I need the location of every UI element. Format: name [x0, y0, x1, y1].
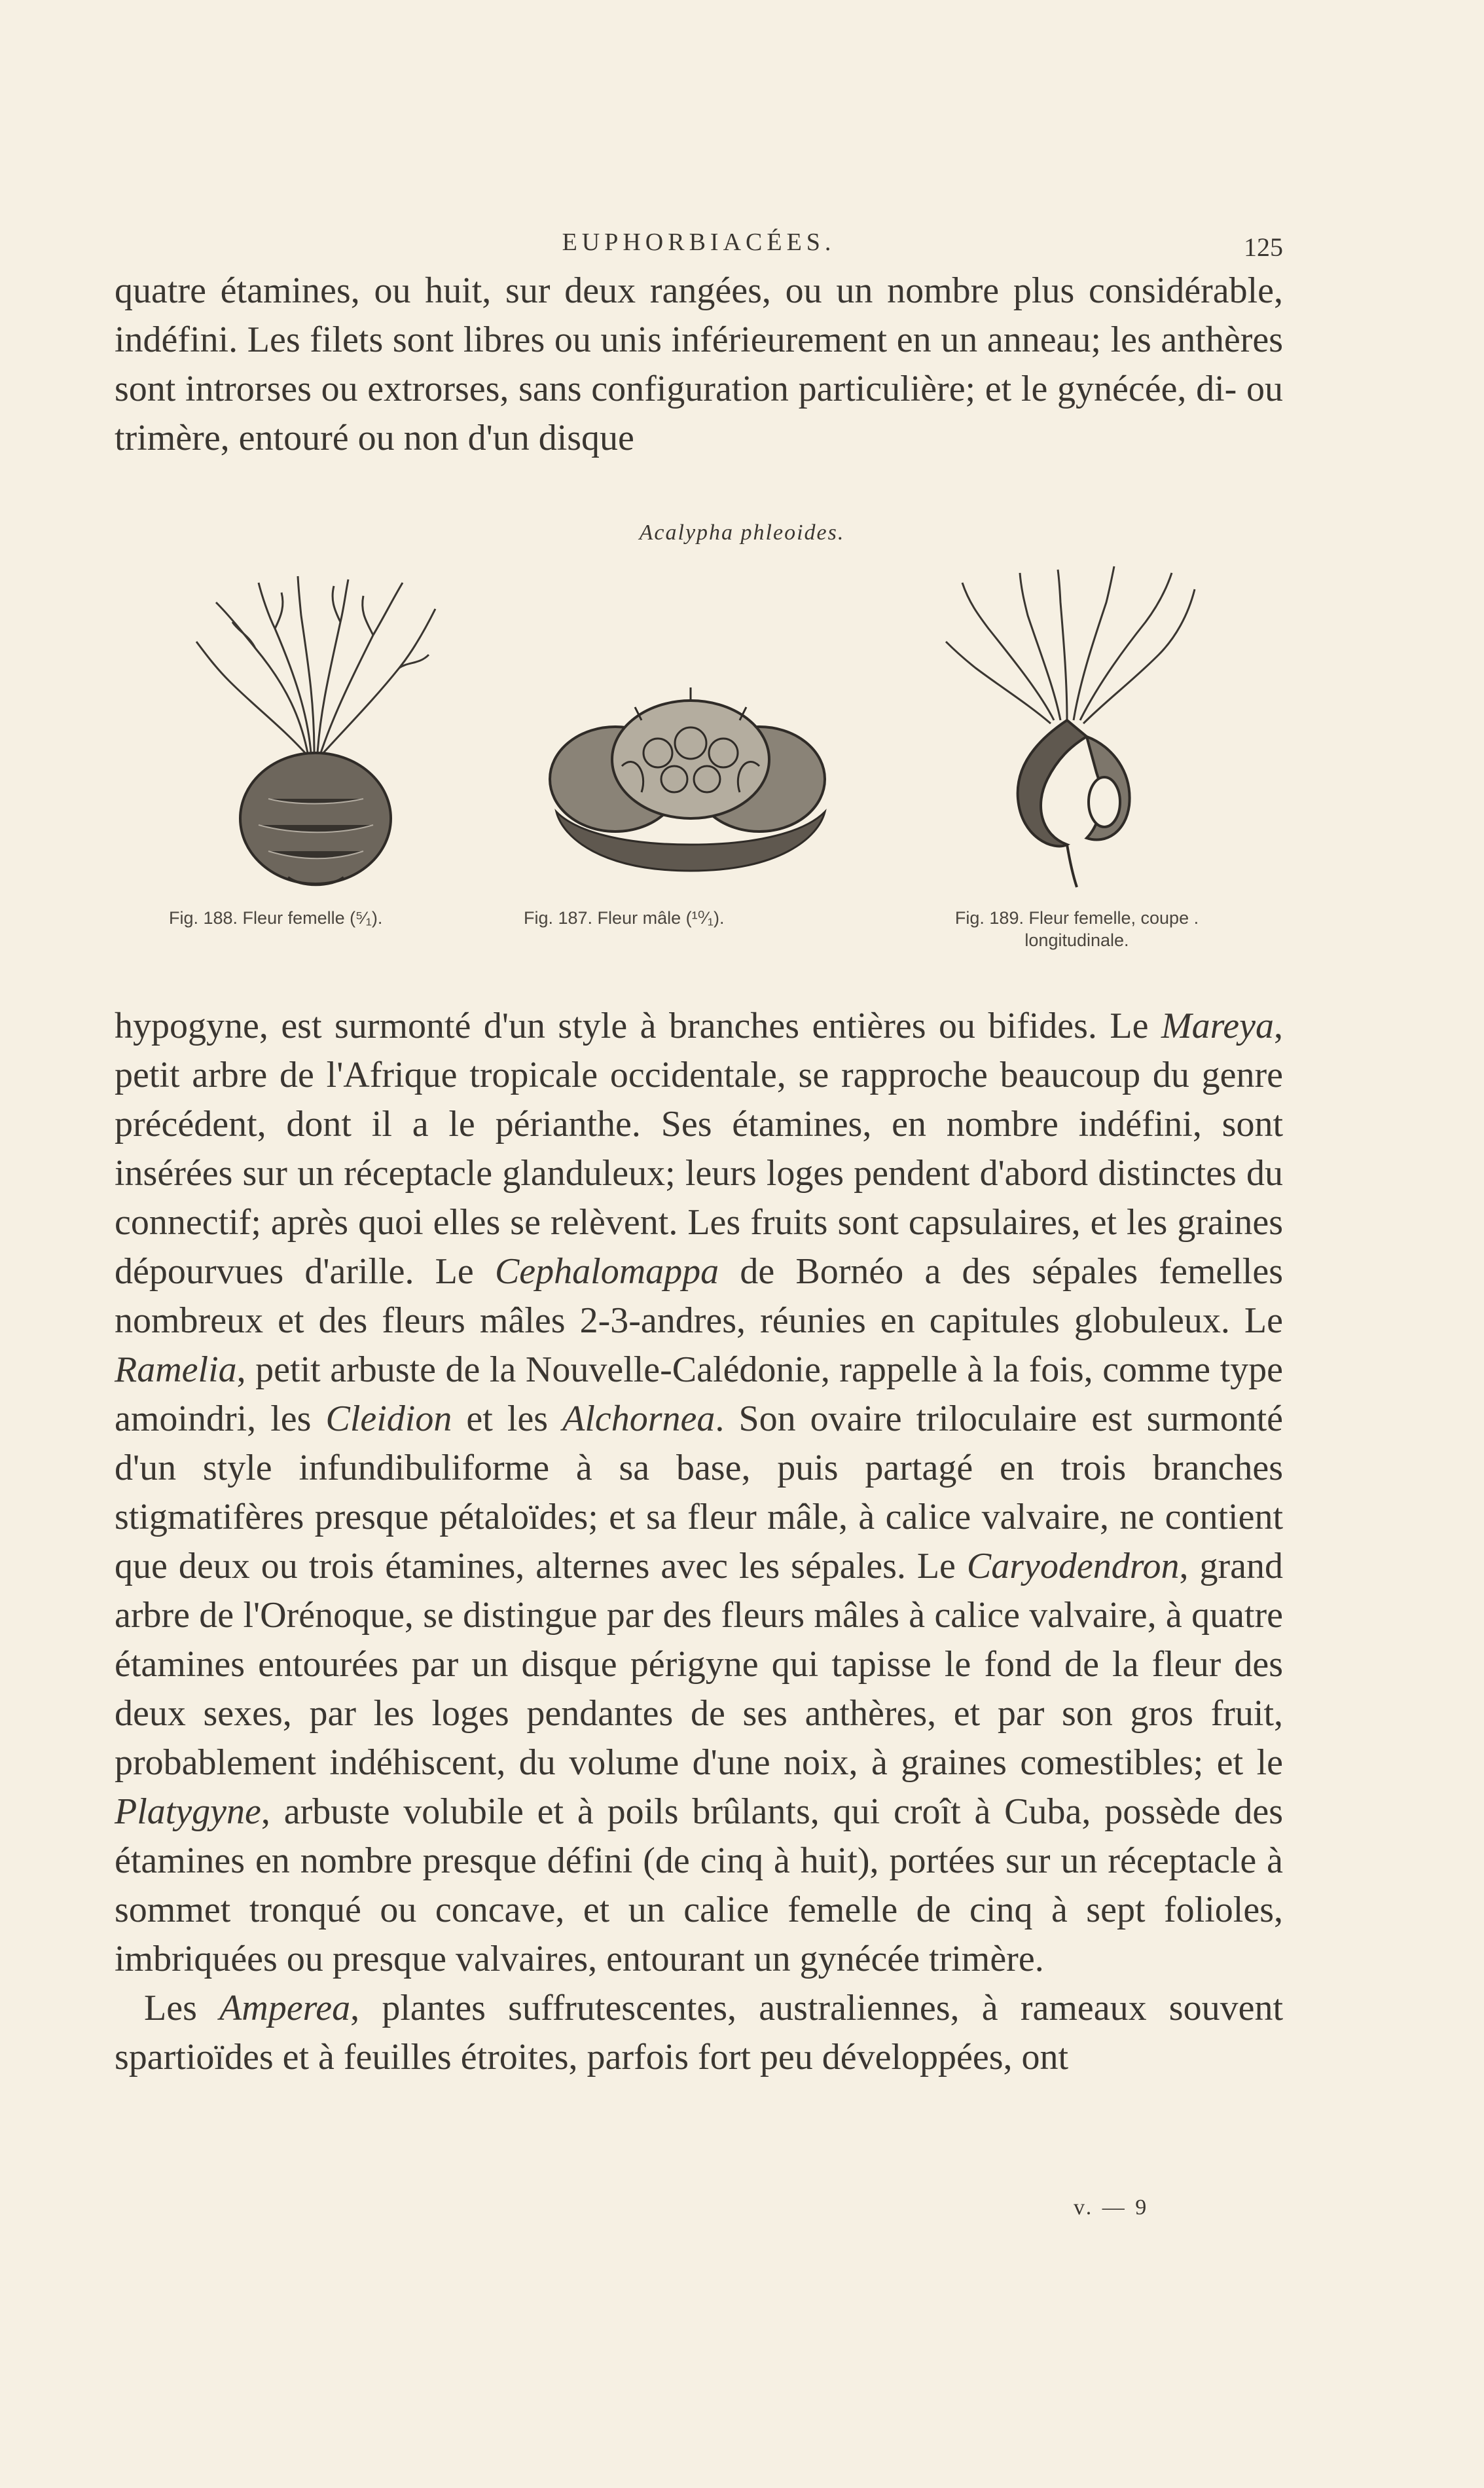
footer-signature: v. — 9	[1074, 2195, 1149, 2220]
p1-text-6: . Son ovaire triloculaire est surmonté d'un style infundibuliforme à sa base, puis partagé en trois branches stigmatifères presque pétaloïdes; et sa fleur mâle, à calice valvaire, ne contient que deux ou trois étamines, alternes avec les sépales. Le	[115, 1399, 1283, 1586]
paragraph-amperea	[115, 1984, 1283, 2082]
running-title: EUPHORBIACÉES.	[562, 229, 836, 256]
fig189-illustration	[936, 563, 1211, 890]
figure-188	[177, 570, 452, 890]
p1-text-5: et les	[452, 1399, 563, 1439]
fig188-illustration	[177, 570, 452, 890]
p1-text-7: , grand arbre de l'Orénoque, se distingue par des fleurs mâles à calice valvaire, à quatre étamines entourées par un disque périgyne qui tapisse le fond de la fleur des deux sexes, par les loges pendantes de ses anthères, et par son gros fruit, probablement indéhiscent, du volume d'une noix, à graines comestibles; et le	[115, 1546, 1283, 1783]
genus-caryodendron: Caryodendron	[966, 1546, 1180, 1586]
fig187-caption: Fig. 187. Fleur mâle (¹⁰⁄₁).	[524, 908, 725, 928]
p1-text-4: , petit arbuste de la Nouvelle-Calédonie, rappelle à la fois, comme type amoindri, les	[115, 1349, 1283, 1439]
genus-mareya: Mareya	[1161, 1006, 1274, 1046]
fig188-caption: Fig. 188. Fleur femelle (⁵⁄₁).	[169, 908, 383, 928]
fig189-caption: Fig. 189. Fleur femelle, coupe . longitudinale.	[954, 908, 1199, 950]
page-number: 125	[1244, 232, 1283, 262]
fig187-illustration	[543, 681, 838, 877]
genus-platygyne: Platygyne	[115, 1791, 261, 1832]
paragraph-continued: quatre étamines, ou huit, sur deux rangées, ou un nombre plus considérable, indéfini. Les filets sont libres ou unis inférieurement en un anneau; les anthères sont introrses ou extrorses, sans configuration particulière; et le gynécée, di- ou trimère, entouré ou non d'un disque	[115, 270, 1283, 458]
p1-text-2: , petit arbre de l'Afrique tropicale occidentale, se rapproche beaucoup du genre précédent, dont il a le périanthe. Ses étamines, en nombre indéfini, sont insérées sur un réceptacle glanduleux; leurs loges pendent d'abord distinctes du connectif; après quoi elles se relèvent. Les fruits sont capsulaires, et les graines dépourvues d'arille. Le	[115, 1006, 1283, 1292]
genus-cleidion: Cleidion	[325, 1399, 452, 1439]
p1-text-8: , arbuste volubile et à poils brûlants, qui croît à Cuba, possède des étamines en nombre presque défini (de cinq à huit), portées sur un réceptacle à sommet tronqué ou concave, et un calice femelle de cinq à sept folioles, imbriquées ou presque valvaires, entourant un gynécée trimère.	[115, 1791, 1283, 1979]
genus-ramelia: Ramelia	[115, 1349, 237, 1390]
genus-cephalomappa: Cephalomappa	[494, 1251, 719, 1292]
page-header	[115, 228, 1283, 267]
bottom-text-block	[115, 1002, 1283, 2082]
figure-187	[543, 681, 838, 877]
figure-189	[936, 563, 1211, 890]
plate-title: Acalypha phleoides.	[639, 521, 845, 545]
p1-text-1: hypogyne, est surmonté d'un style à branches entières ou bifides. Le	[115, 1006, 1161, 1046]
paragraph-mareya	[115, 1002, 1283, 1984]
p2-text-1: Les	[144, 1988, 220, 2028]
top-text-block	[115, 266, 1283, 463]
p1-text-3: de Bornéo a des sépales femelles nombreux et des fleurs mâles 2-3-andres, réunies en capitules globuleux. Le	[115, 1251, 1283, 1341]
genus-alchornea: Alchornea	[562, 1399, 715, 1439]
p2-text-2: , plantes suffrutescentes, australiennes, à rameaux souvent spartioïdes et à feuilles étroites, parfois fort peu développées, ont	[115, 1988, 1283, 2077]
genus-amperea: Amperea	[219, 1988, 351, 2028]
